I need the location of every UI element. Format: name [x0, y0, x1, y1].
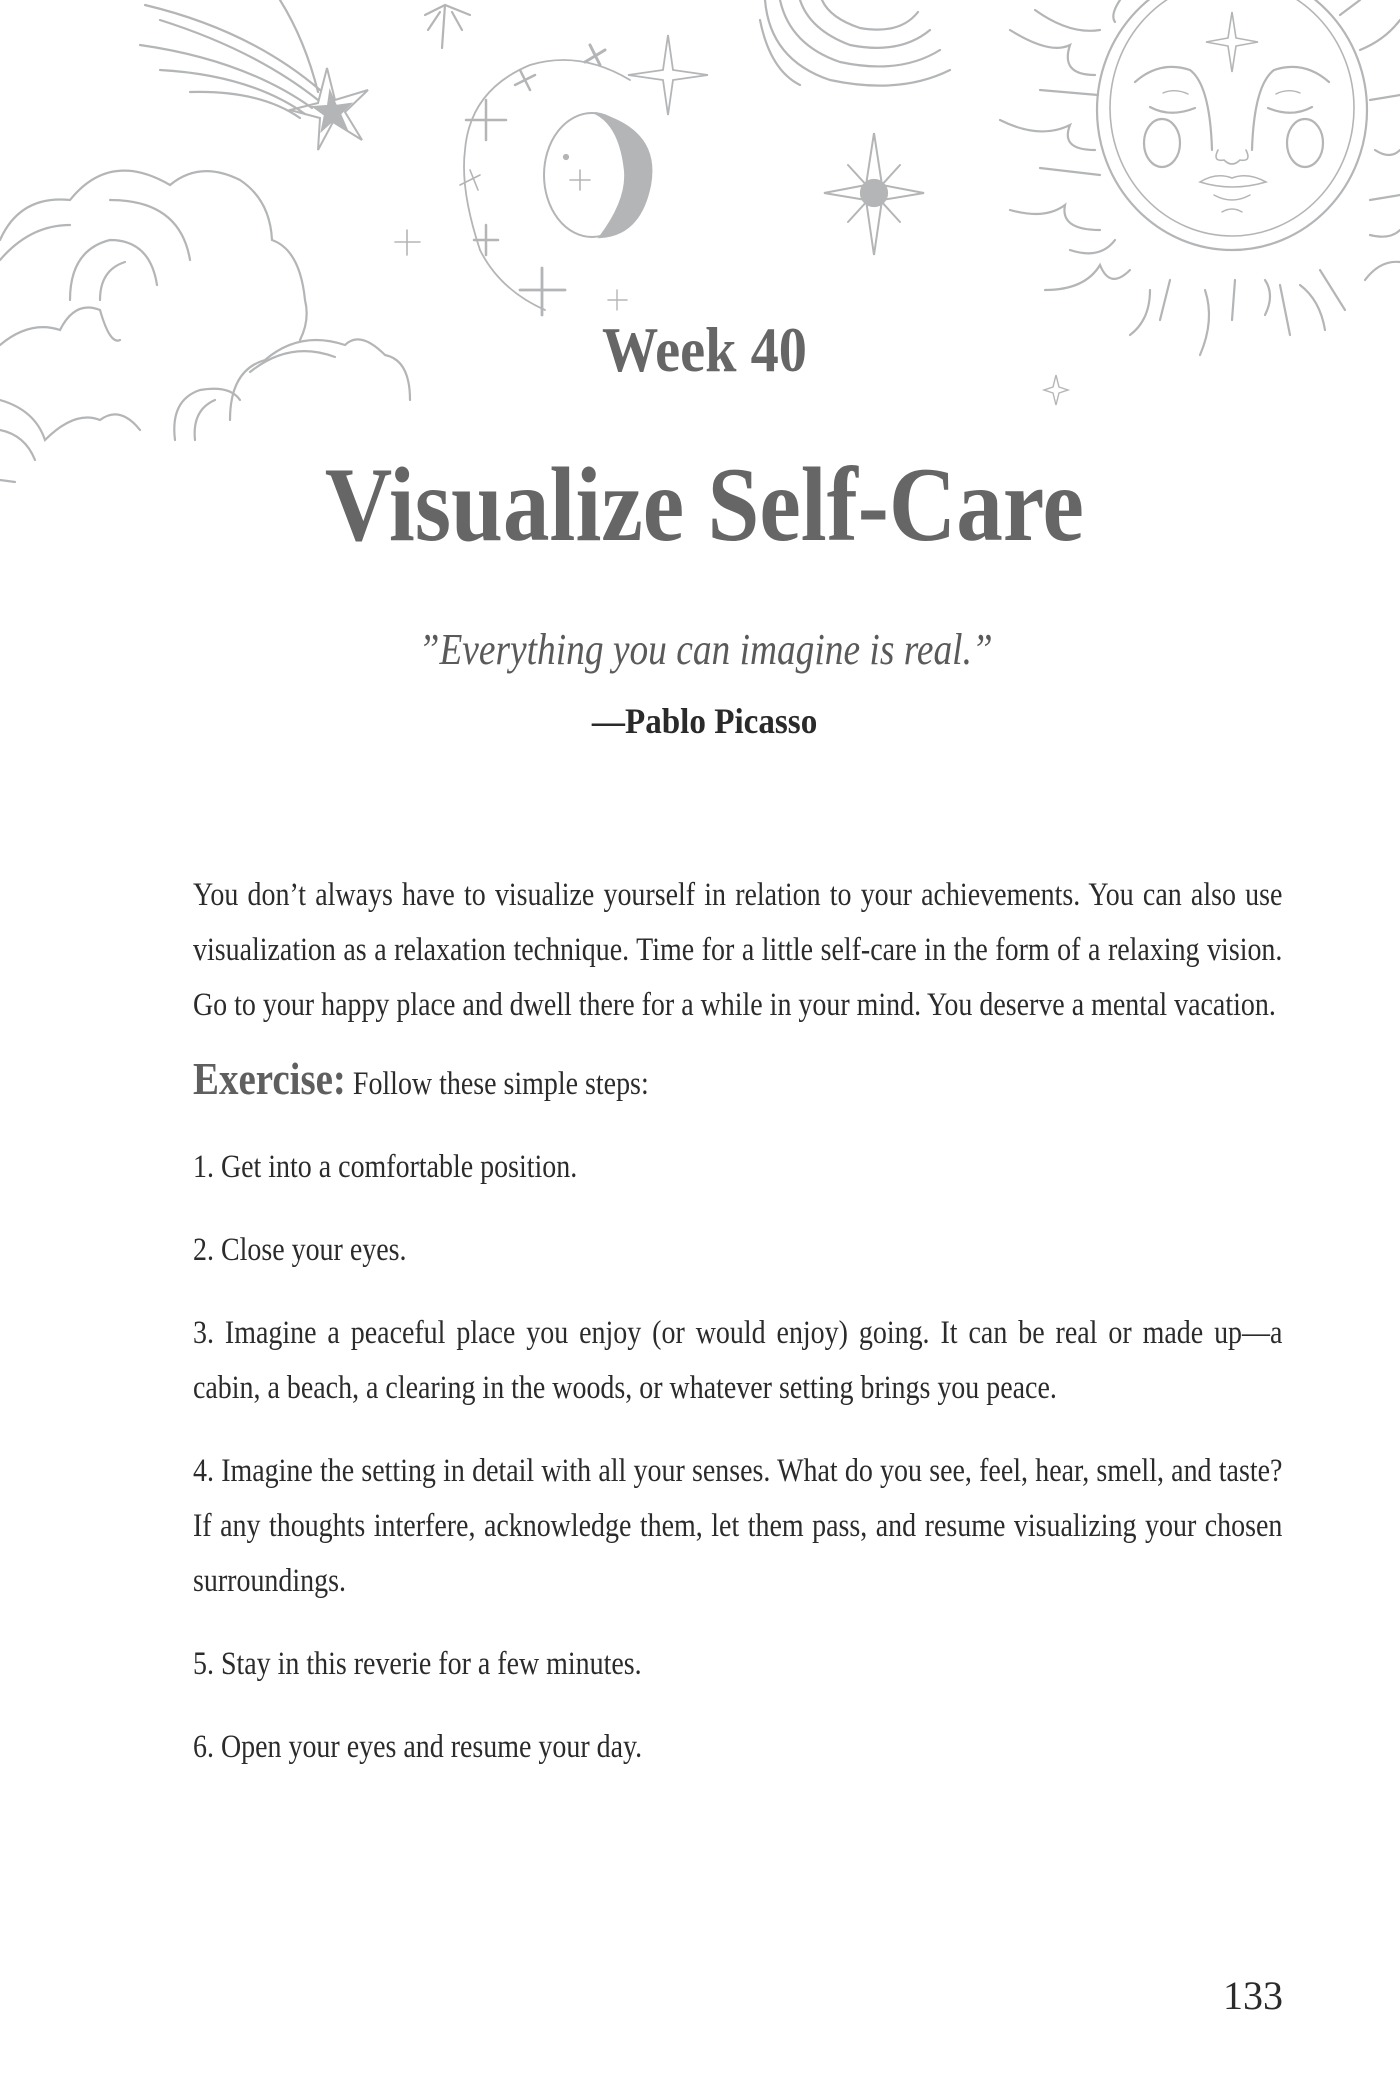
crescent-moon-icon [395, 35, 708, 315]
list-item: 6. Open your eyes and resume your day. [193, 1729, 643, 1765]
exercise-instruction: Follow these simple steps: [345, 1066, 649, 1102]
exercise-heading [193, 1051, 1283, 1112]
page-title: Visualize Self-Care [324, 446, 1084, 563]
week-label: Week 40 [601, 314, 807, 385]
sun-face-icon [1000, 0, 1400, 355]
intro-paragraph: You don’t always have to visualize yourself in relation to your achievements. You can also use visualization as a relaxation technique. Time for a little self-care in the form of a relaxing vision. Go to your happy place and dwell there for a while in your mind. You deserve a mental vacation. [193, 877, 1283, 1023]
exercise-label: Exercise: [193, 1053, 346, 1104]
list-item: 1. Get into a comfortable position. [193, 1149, 578, 1185]
list-item: 5. Stay in this reverie for a few minutes. [193, 1646, 642, 1682]
swirl-icon [760, 0, 950, 86]
sparkle-star-icon [425, 5, 470, 48]
epigraph-quote: ”Everything you can imagine is real.” [418, 625, 993, 674]
compass-star-icon [824, 133, 924, 255]
celestial-illustration [0, 0, 1400, 500]
shooting-star-icon [140, 0, 368, 150]
quote-attribution: —Pablo Picasso [591, 701, 818, 741]
body-text [193, 868, 1283, 1775]
list-item: 3. Imagine a peaceful place you enjoy (or would enjoy) going. It can be real or made up—a cabin, a beach, a clearing in the woods, or whatever setting brings you peace. [193, 1315, 1283, 1406]
list-item: 2. Close your eyes. [193, 1232, 407, 1268]
list-item: 4. Imagine the setting in detail with all your senses. What do you see, feel, hear, smell, and taste? If any thoughts interfere, acknowledge them, let them pass, and resume visualizing your chosen surroundings. [193, 1453, 1283, 1599]
page-number: 133 [1223, 1973, 1283, 2018]
